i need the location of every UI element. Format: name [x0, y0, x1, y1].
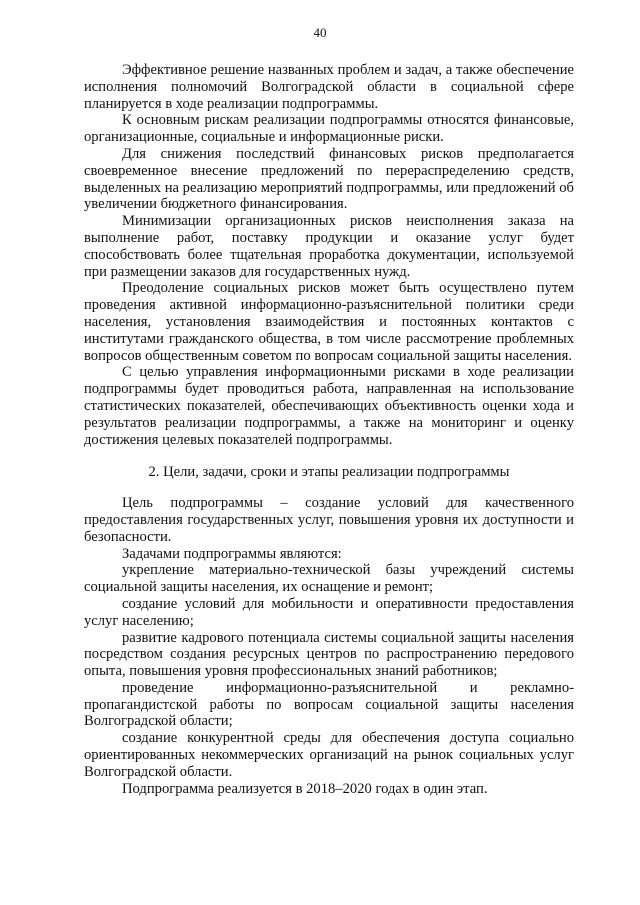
section-heading: 2. Цели, задачи, сроки и этапы реализации подпрограммы: [148, 464, 510, 481]
paragraph-social-risks: Преодоление социальных рисков может быть осуществлено путем проведения активной информационно-разъяснительной политики среди населения, установления взаимодействия и постоянных контактов с институтами гражданского общества, в том числе рассмотрение проблемных вопросов общественным советом по вопросам социальной защиты населения.: [84, 280, 574, 364]
paragraph-tasks-intro: Задачами подпрограммы являются:: [122, 545, 342, 562]
paragraph-effective-solution: Эффективное решение названных проблем и задач, а также обеспечение исполнения полномочий Волгоградской области в социальной сфере планируется в ходе реализации подпрограммы.: [84, 62, 574, 112]
paragraph-main-risks: К основным рискам реализации подпрограммы относятся финансовые, организационные, социальные и информационные риски.: [84, 112, 574, 146]
paragraph-task-2: создание условий для мобильности и оперативности предоставления услуг населению;: [84, 595, 574, 629]
paragraph-task-3: развитие кадрового потенциала системы социальной защиты населения посредством создания ресурсных центров по распространению передового опыта, повышения уровня профессиональных знаний работников;: [84, 629, 574, 680]
page-number: 40: [313, 25, 327, 40]
paragraph-task-4: проведение информационно-разъяснительной и рекламно-пропагандистской работы по вопросам социальной защиты населения Волгоградской области;: [84, 679, 574, 730]
paragraph-timeline: Подпрограмма реализуется в 2018–2020 годах в один этап.: [122, 780, 488, 797]
paragraph-information-risks: С целью управления информационными рисками в ходе реализации подпрограммы будет проводиться работа, направленная на использование статистических показателей, обеспечивающих объективность оценки хода и результатов реализации подпрограммы, а также на мониторинг и оценку достижения целевых показателей подпрограммы.: [84, 364, 574, 448]
paragraph-organizational-risks: Минимизации организационных рисков неисполнения заказа на выполнение работ, поставку продукции и оказание услуг будет способствовать более тщательная проработка документации, используемой при размещении заказов для государственных нужд.: [84, 213, 574, 280]
paragraph-financial-risks: Для снижения последствий финансовых рисков предполагается своевременное внесение предложений по перераспределению средств, выделенных на реализацию мероприятий подпрограммы, или предложений об увеличении бюджетного финансирования.: [84, 145, 574, 213]
paragraph-task-1: укрепление материально-технической базы учреждений системы социальной защиты населения, их оснащение и ремонт;: [84, 562, 574, 596]
paragraph-task-5: создание конкурентной среды для обеспечения доступа социально ориентированных некоммерческих организаций на рынок социальных услуг Волгоградской области.: [84, 730, 574, 780]
document-body: [84, 62, 574, 797]
paragraph-goal: Цель подпрограммы – создание условий для качественного предоставления государственных услуг, повышения уровня их доступности и безопасности.: [84, 495, 574, 545]
